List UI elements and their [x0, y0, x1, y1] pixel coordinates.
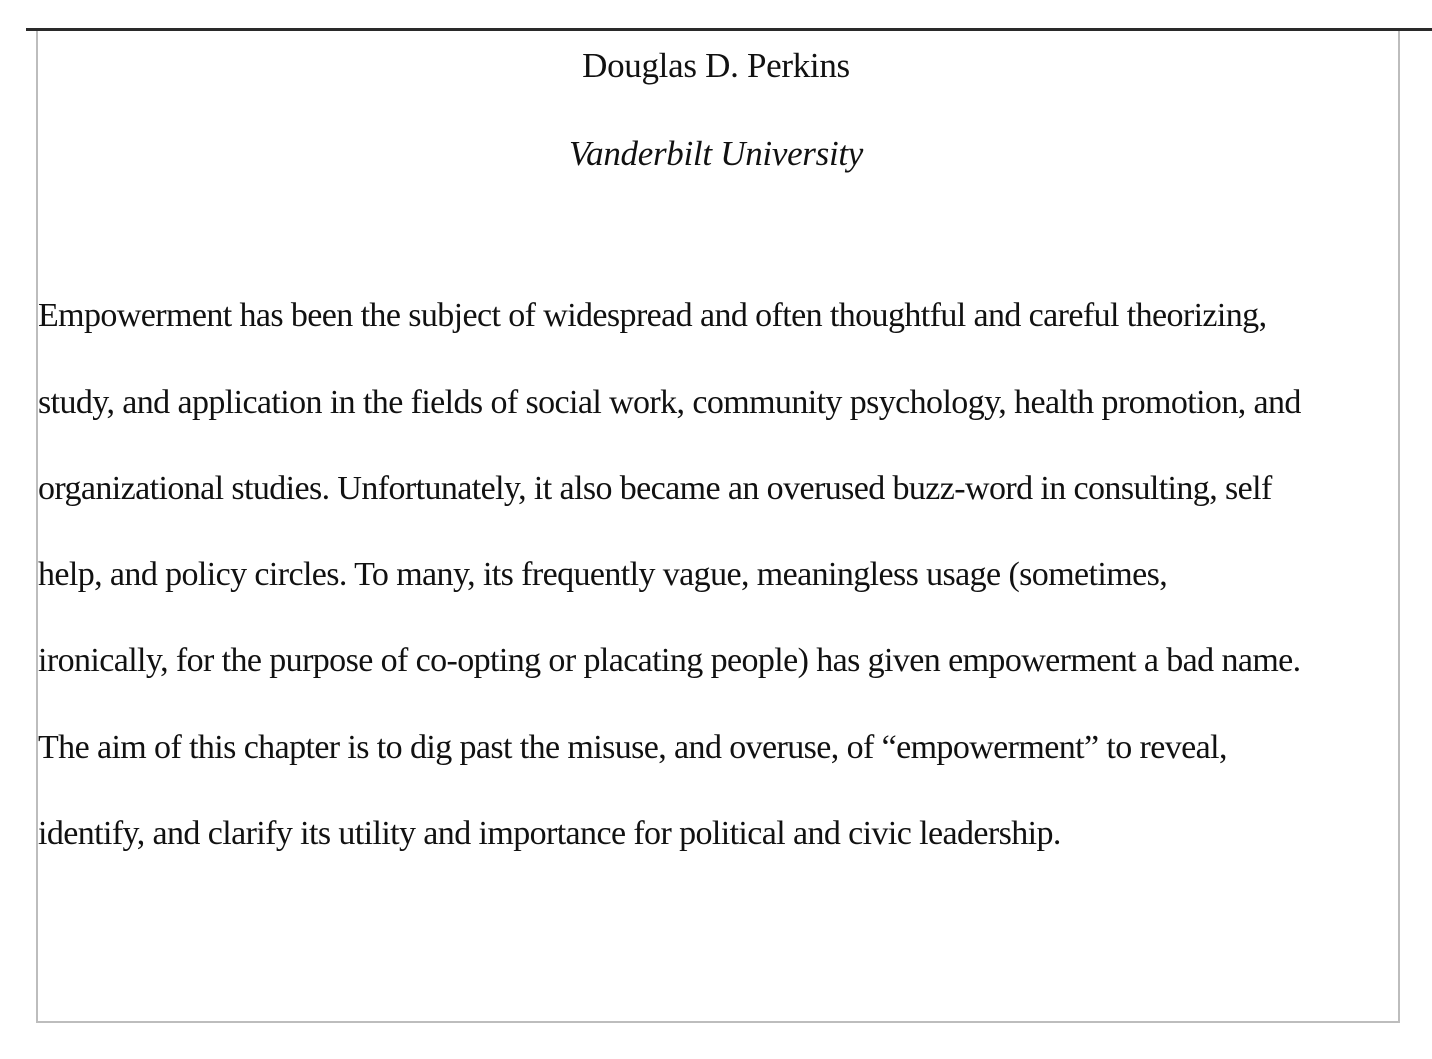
author-affiliation: Vanderbilt University [568, 134, 864, 173]
abstract-line: study, and application in the fields of social work, community psychology, health promotion, and [38, 384, 1301, 421]
abstract-line: organizational studies. Unfortunately, it also became an overused buzz-word in consulting, self [38, 470, 1272, 507]
author-name: Douglas D. Perkins [582, 46, 850, 85]
abstract-line: The aim of this chapter is to dig past the misuse, and overuse, of “empowerment” to reveal, [38, 729, 1227, 766]
abstract-line: Empowerment has been the subject of widespread and often thoughtful and careful theorizing, [38, 297, 1267, 334]
abstract-line: help, and policy circles. To many, its frequently vague, meaningless usage (sometimes, [38, 556, 1168, 593]
abstract-line: identify, and clarify its utility and importance for political and civic leadership. [38, 815, 1061, 852]
abstract-line: ironically, for the purpose of co-opting or placating people) has given empowerment a bad name. [38, 642, 1301, 679]
